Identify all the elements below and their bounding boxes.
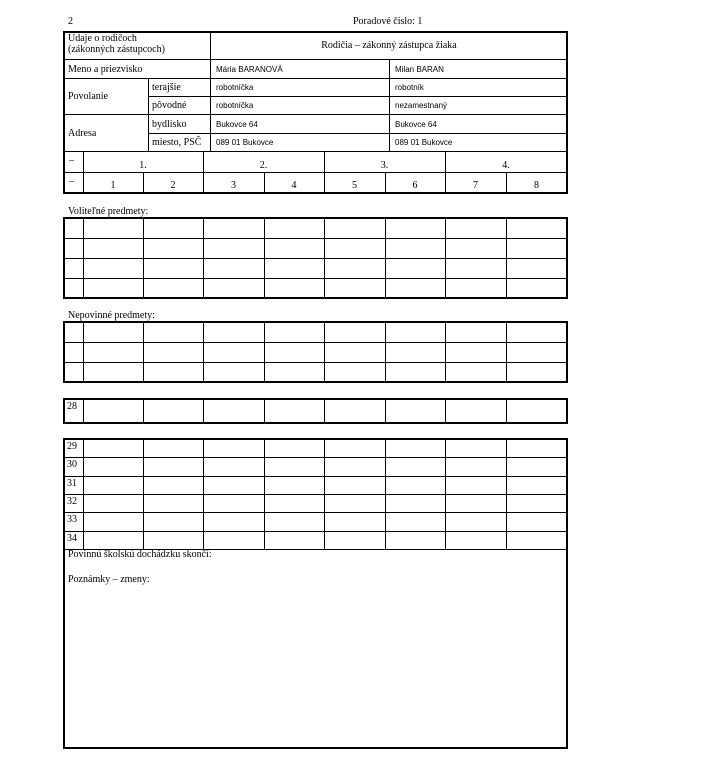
row28-col-line bbox=[506, 399, 507, 423]
rows29-row-line bbox=[64, 512, 567, 513]
rows29-col-line bbox=[445, 439, 446, 549]
place-psc-label: miesto, PSČ bbox=[152, 137, 202, 148]
elective-subjects-label: Voliteľné predmety: bbox=[68, 206, 149, 217]
elective-col-line bbox=[203, 218, 204, 298]
rows29-frame bbox=[63, 438, 568, 749]
optional-subjects-label: Nepovinné predmety: bbox=[68, 310, 155, 321]
rows29-col-line bbox=[203, 439, 204, 549]
row-number: 32 bbox=[67, 495, 77, 507]
elective-row-line bbox=[64, 258, 567, 259]
year-header: 1. bbox=[139, 160, 147, 171]
optional-col-line bbox=[264, 322, 265, 382]
optional-col-line bbox=[143, 322, 144, 382]
year-header: 2. bbox=[259, 160, 268, 171]
residence-label: bydlisko bbox=[152, 119, 187, 130]
parent2-place: 089 01 Bukovce bbox=[395, 138, 453, 147]
parent1-occupation-current: robotníčka bbox=[216, 83, 254, 92]
elective-col-line bbox=[83, 218, 84, 298]
semester-row-dash: – bbox=[69, 176, 74, 187]
row-number: 28 bbox=[67, 401, 77, 412]
optional-row-line bbox=[64, 362, 567, 363]
optional-frame bbox=[63, 321, 568, 383]
rows29-row-line bbox=[64, 549, 567, 550]
optional-col-line bbox=[445, 322, 446, 382]
optional-col-line bbox=[203, 322, 204, 382]
current-label: terajšie bbox=[152, 82, 181, 93]
optional-row-line bbox=[64, 382, 567, 383]
school-end-label: Povinnú školskú dochádzku skončí: bbox=[68, 549, 212, 560]
semester-header: 7 bbox=[473, 180, 478, 191]
elective-col-line bbox=[445, 218, 446, 298]
parent1-occupation-original: robotníčka bbox=[216, 101, 254, 110]
year-header: 3. bbox=[380, 160, 389, 171]
parents-info-sublabel: (zákonných zástupcoch) bbox=[68, 44, 165, 55]
row-number: 34 bbox=[67, 532, 77, 544]
rows29-col-line bbox=[264, 439, 265, 549]
row28-row-line bbox=[64, 423, 567, 424]
elective-row-line bbox=[64, 238, 567, 239]
elective-col-line bbox=[506, 218, 507, 298]
rows29-row-line bbox=[64, 457, 567, 458]
row28-col-line bbox=[324, 399, 325, 423]
semester-header: 1 bbox=[110, 180, 116, 191]
elective-col-line bbox=[264, 218, 265, 298]
row28-col-line bbox=[264, 399, 265, 423]
parent1-residence: Bukovce 64 bbox=[216, 120, 258, 129]
address-label: Adresa bbox=[68, 128, 97, 139]
parent2-name: Milan BARAN bbox=[395, 65, 444, 74]
notes-label: Poznámky – zmeny: bbox=[68, 574, 150, 585]
semester-header: 5 bbox=[352, 180, 357, 191]
semester-header: 6 bbox=[412, 180, 418, 191]
semester-header: 2 bbox=[170, 180, 176, 191]
row-number: 31 bbox=[67, 477, 77, 489]
rows29-col-line bbox=[143, 439, 144, 549]
row28-frame bbox=[63, 398, 568, 424]
row28-col-line bbox=[385, 399, 386, 423]
name-label: Meno a priezvisko bbox=[68, 64, 143, 75]
parent1-place: 089 01 Bukovce bbox=[216, 138, 274, 147]
elective-col-line bbox=[385, 218, 386, 298]
optional-col-line bbox=[506, 322, 507, 382]
rows29-col-line bbox=[83, 439, 84, 549]
elective-col-line bbox=[324, 218, 325, 298]
elective-col-line bbox=[143, 218, 144, 298]
optional-col-line bbox=[324, 322, 325, 382]
optional-col-line bbox=[385, 322, 386, 382]
rows29-col-line bbox=[324, 439, 325, 549]
parent2-occupation-current: robotník bbox=[395, 83, 424, 92]
row-number: 30 bbox=[67, 459, 77, 471]
parent2-occupation-original: nezamestnaný bbox=[395, 101, 448, 110]
row28-col-line bbox=[203, 399, 204, 423]
parents-title: Rodičia – zákonný zástupca žiaka bbox=[321, 40, 457, 51]
semester-header: 4 bbox=[291, 180, 297, 191]
parents-info-label: Údaje o rodičoch bbox=[68, 33, 137, 44]
parent1-name: Mária BARANOVÁ bbox=[216, 65, 283, 74]
occupation-label: Povolanie bbox=[68, 91, 108, 102]
rows29-col-line bbox=[506, 439, 507, 549]
row28-col-line bbox=[445, 399, 446, 423]
year-row-dash: – bbox=[69, 155, 74, 166]
semester-header: 3 bbox=[231, 180, 236, 191]
row-number: 29 bbox=[67, 441, 77, 452]
elective-row-line bbox=[64, 278, 567, 279]
rows29-row-line bbox=[64, 476, 567, 477]
year-header: 4. bbox=[502, 160, 510, 171]
optional-col-line bbox=[83, 322, 84, 382]
page-number: 2 bbox=[68, 16, 73, 27]
row28-col-line bbox=[83, 399, 84, 423]
elective-row-line bbox=[64, 298, 567, 299]
row28-col-line bbox=[143, 399, 144, 423]
optional-row-line bbox=[64, 342, 567, 343]
semester-header: 8 bbox=[534, 180, 539, 191]
rows29-col-line bbox=[385, 439, 386, 549]
rows29-row-line bbox=[64, 531, 567, 532]
rows29-row-line bbox=[64, 494, 567, 495]
order-number: Poradové číslo: 1 bbox=[353, 16, 423, 27]
original-label: pôvodné bbox=[152, 100, 187, 111]
row-number: 33 bbox=[67, 514, 77, 526]
parent2-residence: Bukovce 64 bbox=[395, 120, 437, 129]
